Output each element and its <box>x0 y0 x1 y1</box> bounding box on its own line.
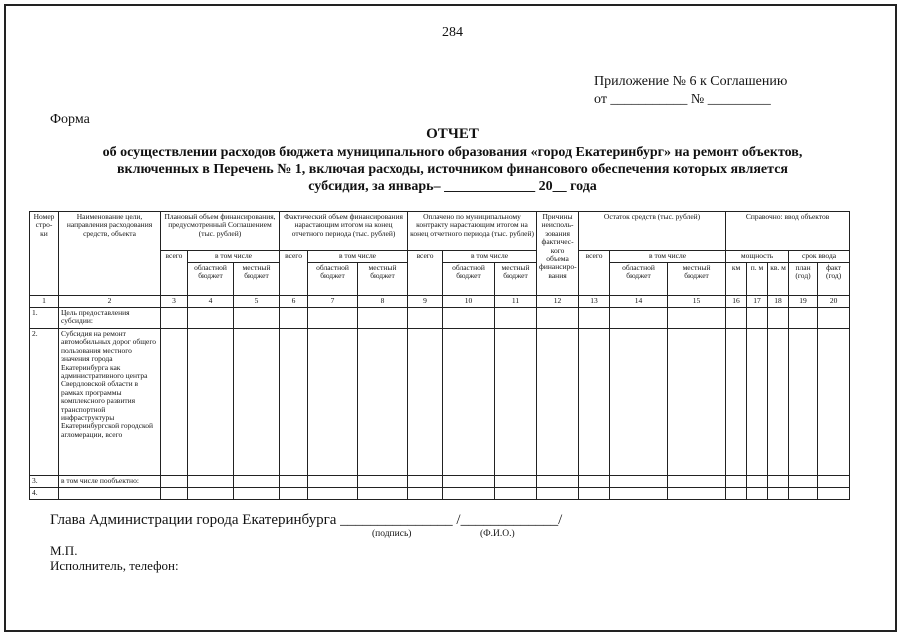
header-actual-total: всего <box>280 251 308 296</box>
row-number: 1. <box>30 308 59 329</box>
header-capacity: мощность <box>726 251 789 263</box>
header-planned-regional: областной бюджет <box>188 263 234 296</box>
header-actual-regional: областной бюджет <box>308 263 358 296</box>
column-number: 2 <box>59 296 161 308</box>
column-number: 3 <box>161 296 188 308</box>
stamp-place: М.П. <box>50 543 78 558</box>
header-planned-local: местный бюджет <box>234 263 280 296</box>
header-reasons: Причины неисполь-зования фактичес-кого объема финансиро-вания <box>537 212 579 296</box>
column-number: 9 <box>408 296 443 308</box>
header-actual: Фактический объем финансирования нарастающим итогом на конец отчетного периода (тыс. рублей) <box>280 212 408 251</box>
column-number: 6 <box>280 296 308 308</box>
header-actual-including: в том числе <box>308 251 408 263</box>
fio-label: (Ф.И.О.) <box>480 529 515 539</box>
header-sqm: кв. м <box>768 263 789 296</box>
header-paid-regional: областной бюджет <box>443 263 495 296</box>
row-number: 3. <box>30 476 59 488</box>
header-planned-including: в том числе <box>188 251 280 263</box>
column-number: 7 <box>308 296 358 308</box>
column-number: 4 <box>188 296 234 308</box>
row-number: 4. <box>30 488 59 500</box>
column-number: 17 <box>747 296 768 308</box>
header-balance-local: местный бюджет <box>668 263 726 296</box>
header-actual-local: местный бюджет <box>358 263 408 296</box>
page-number: 284 <box>442 25 463 40</box>
header-plan-year: план (год) <box>789 263 818 296</box>
header-pm: п. м <box>747 263 768 296</box>
column-number: 20 <box>818 296 850 308</box>
header-paid-total: всего <box>408 251 443 296</box>
column-number: 8 <box>358 296 408 308</box>
row-name: Субсидия на ремонт автомобильных дорог общего пользования местного значения города Екатеринбурга как административного центра Свердловской области в рамках программы комплексного развития транспортной инфраструктуры Екатеринбургской городской агломерации, всего <box>59 329 161 476</box>
header-planned-total: всего <box>161 251 188 296</box>
row-name: в том числе пообъектно: <box>59 476 161 488</box>
table-row <box>30 488 850 500</box>
executor-line: Исполнитель, телефон: <box>50 558 179 573</box>
report-subtitle-line1: об осуществлении расходов бюджета муниципального образования «город Екатеринбург» на ремонт объектов, <box>102 145 803 160</box>
table-row <box>30 308 850 329</box>
header-km: км <box>726 263 747 296</box>
column-number: 18 <box>768 296 789 308</box>
appendix-line1: Приложение № 6 к Соглашению <box>594 74 788 89</box>
column-number: 14 <box>610 296 668 308</box>
column-number: 11 <box>495 296 537 308</box>
column-number: 10 <box>443 296 495 308</box>
header-balance-total: всего <box>579 251 610 296</box>
header-term: срок ввода <box>789 251 850 263</box>
header-reference: Справочно: ввод объектов <box>726 212 850 251</box>
header-balance-regional: областной бюджет <box>610 263 668 296</box>
header-paid-local: местный бюджет <box>495 263 537 296</box>
report-title: ОТЧЕТ <box>426 126 479 142</box>
table-row <box>30 476 850 488</box>
table-row <box>30 329 850 476</box>
report-subtitle-line2: включенных в Перечень № 1, включая расходы, источником финансового обеспечения которых является <box>116 162 788 177</box>
row-name <box>59 488 161 500</box>
column-number: 1 <box>30 296 59 308</box>
column-number: 19 <box>789 296 818 308</box>
row-number: 2. <box>30 329 59 476</box>
header-paid: Оплачено по муниципальному контракту нарастающим итогом на конец отчетного периода (тыс. рублей) <box>408 212 537 251</box>
column-number: 12 <box>537 296 579 308</box>
header-row-no: Номер стро-ки <box>30 212 59 296</box>
appendix-line2: от ___________ № _________ <box>594 92 771 107</box>
signature-label: (подпись) <box>372 529 412 539</box>
header-balance-including: в том числе <box>610 251 726 263</box>
column-number: 13 <box>579 296 610 308</box>
column-number: 15 <box>668 296 726 308</box>
header-paid-including: в том числе <box>443 251 537 263</box>
column-number: 5 <box>234 296 280 308</box>
header-name: Наименование цели, направления расходования средств, объекта <box>59 212 161 296</box>
row-name: Цель предоставления субсидии: <box>59 308 161 329</box>
header-balance: Остаток средств (тыс. рублей) <box>579 212 726 251</box>
header-planned: Плановый объем финансирования, предусмотренный Соглашением (тыс. рублей) <box>161 212 280 251</box>
column-number: 16 <box>726 296 747 308</box>
report-subtitle-line3: субсидия, за январь– _____________ 20__ года <box>308 179 597 194</box>
form-label: Форма <box>50 112 90 127</box>
header-fact-year: факт (год) <box>818 263 850 296</box>
signature-line: Глава Администрации города Екатеринбурга _______________ /_____________/ <box>50 512 563 528</box>
report-table <box>29 211 850 500</box>
